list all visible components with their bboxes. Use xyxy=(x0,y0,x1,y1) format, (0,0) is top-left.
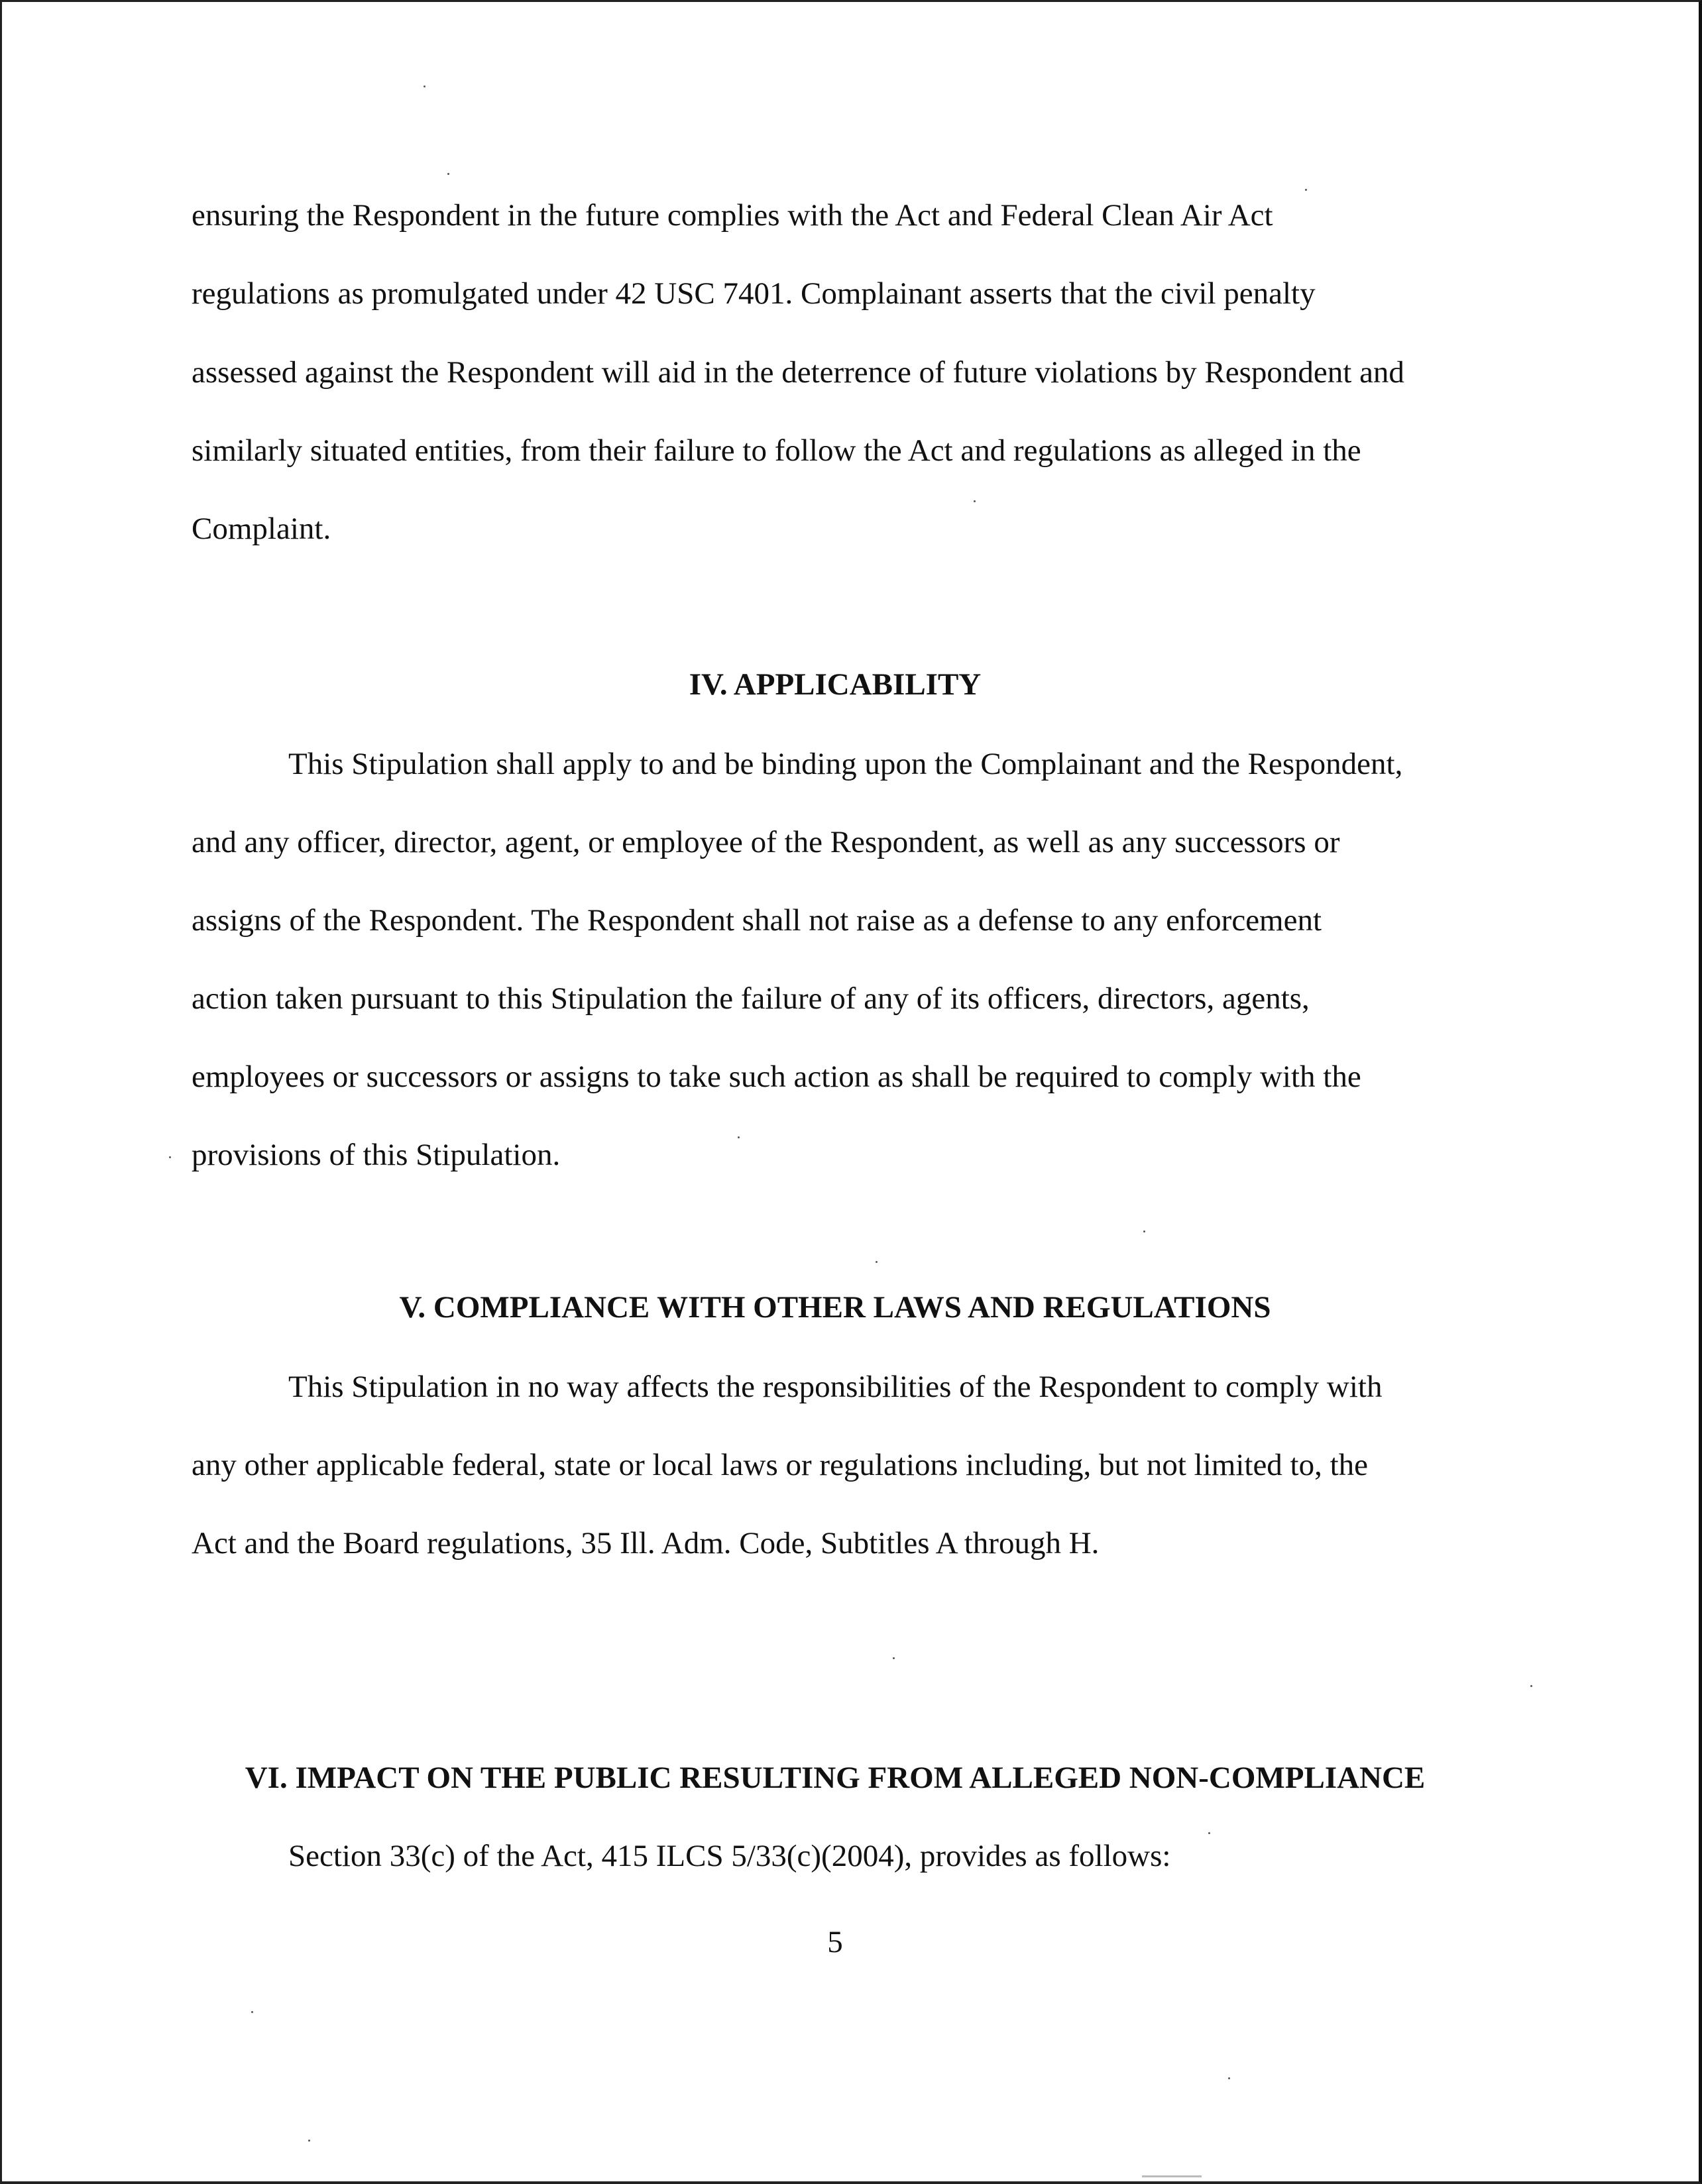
body-text-line: Complaint. xyxy=(192,512,331,546)
scan-speck xyxy=(1305,189,1307,191)
scan-speck xyxy=(1143,1230,1145,1232)
scan-speck xyxy=(424,85,426,87)
body-text-line: ensuring the Respondent in the future complies with the Act and Federal Clean Air Act xyxy=(192,198,1273,233)
body-text-line: This Stipulation in no way affects the responsibilities of the Respondent to comply with xyxy=(288,1370,1383,1404)
scan-speck xyxy=(169,1156,171,1158)
body-text-line: regulations as promulgated under 42 USC 7401. Complainant asserts that the civil penalty xyxy=(192,276,1316,311)
scan-speck xyxy=(738,1136,740,1138)
scan-artifact xyxy=(1142,2175,1202,2177)
scan-speck xyxy=(308,2140,310,2142)
page-number: 5 xyxy=(827,1925,843,1959)
scan-speck xyxy=(974,500,976,502)
scan-speck xyxy=(1228,2077,1230,2079)
scan-speck xyxy=(447,173,449,175)
body-text-line: provisions of this Stipulation. xyxy=(192,1138,561,1172)
body-text-line: employees or successors or assigns to take such action as shall be required to comply with the xyxy=(192,1060,1361,1094)
body-text-line: assessed against the Respondent will aid in the deterrence of future violations by Respondent and xyxy=(192,355,1404,390)
body-text-line: Act and the Board regulations, 35 Ill. Adm. Code, Subtitles A through H. xyxy=(192,1526,1100,1560)
body-text-line: Section 33(c) of the Act, 415 ILCS 5/33(c)(2004), provides as follows: xyxy=(288,1839,1171,1873)
body-text-line: action taken pursuant to this Stipulation the failure of any of its officers, directors, agents, xyxy=(192,981,1310,1016)
scan-speck xyxy=(1530,1685,1532,1687)
body-text-line: This Stipulation shall apply to and be binding upon the Complainant and the Respondent, xyxy=(288,747,1403,781)
section-heading-public-impact: VI. IMPACT ON THE PUBLIC RESULTING FROM ALLEGED NON-COMPLIANCE xyxy=(245,1761,1426,1795)
body-text-line: similarly situated entities, from their failure to follow the Act and regulations as alleged in the xyxy=(192,433,1361,468)
scan-speck xyxy=(893,1657,895,1659)
body-text-line: assigns of the Respondent. The Respondent shall not raise as a defense to any enforcement xyxy=(192,903,1322,938)
body-text-line: and any officer, director, agent, or employee of the Respondent, as well as any successors or xyxy=(192,825,1340,859)
section-heading-compliance: V. COMPLIANCE WITH OTHER LAWS AND REGULATIONS xyxy=(399,1290,1271,1325)
section-heading-applicability: IV. APPLICABILITY xyxy=(689,667,982,702)
scan-speck xyxy=(876,1261,878,1263)
body-text-line: any other applicable federal, state or local laws or regulations including, but not limited to, the xyxy=(192,1448,1369,1482)
scan-speck xyxy=(251,2011,253,2013)
scan-speck xyxy=(1208,1832,1210,1834)
